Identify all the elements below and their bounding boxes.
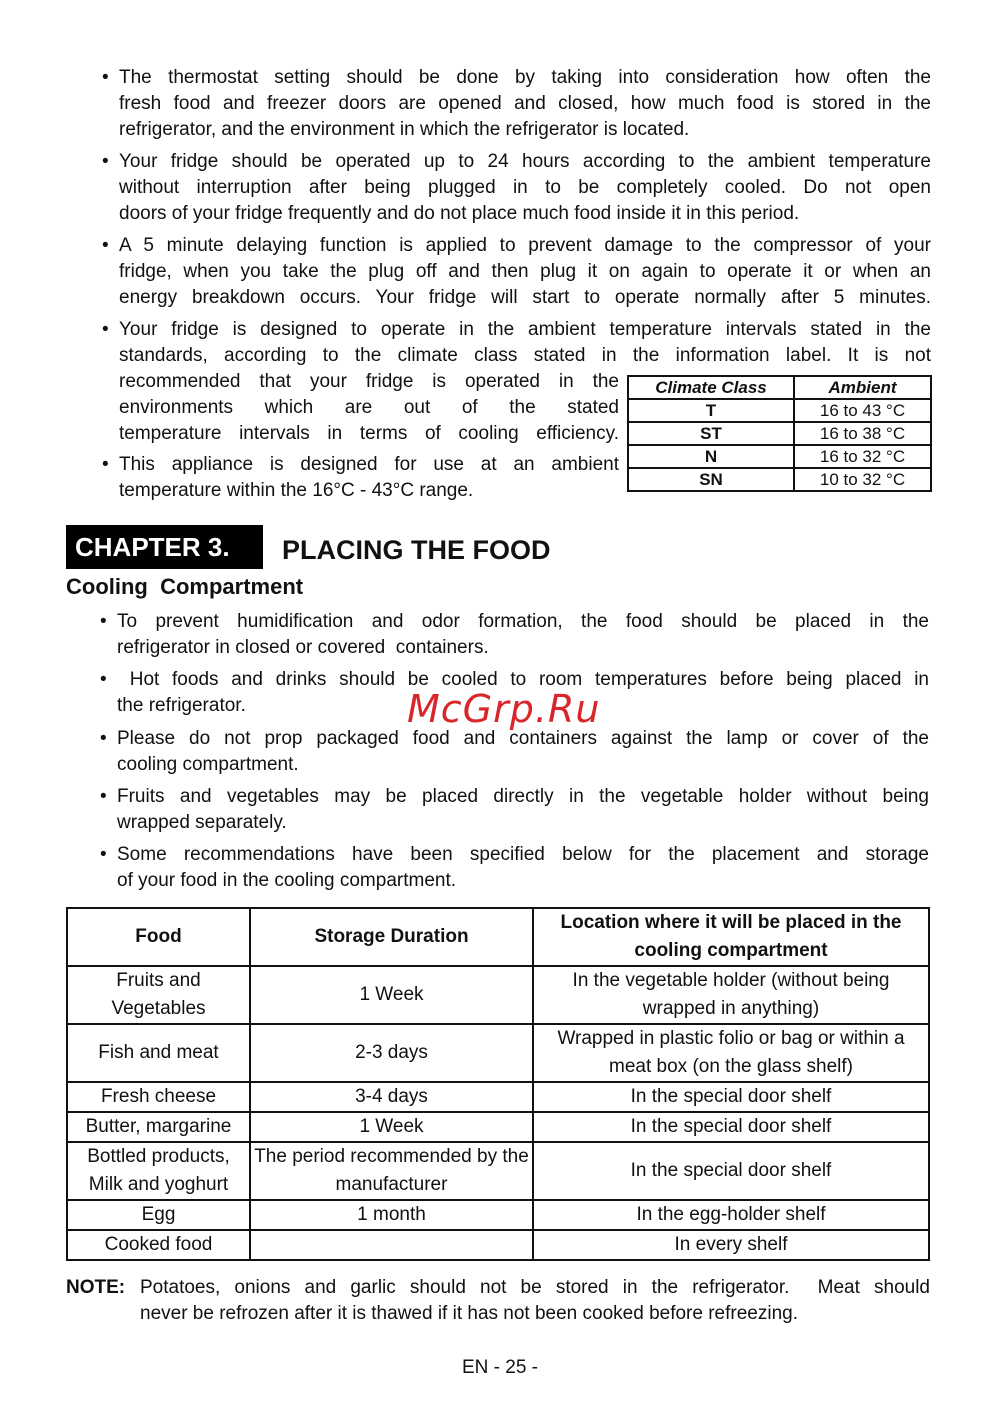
- text-line: environments which are out of the stated: [119, 397, 619, 418]
- bullet-dot: •: [100, 669, 107, 690]
- bullet-lamp-cover: [100, 726, 929, 778]
- bullet-dot: •: [102, 235, 109, 256]
- header-food: Food: [67, 908, 250, 966]
- duration-cell: 1 Week: [250, 966, 533, 1024]
- ambient-cell: 16 to 43 °C: [794, 399, 931, 422]
- duration-cell: The period recommended by the manufacturer: [250, 1142, 533, 1200]
- text-line: standards, according to the climate class stated in the information label. It is not: [119, 345, 931, 366]
- text-line: Your fridge is designed to operate in the ambient temperature intervals stated in the: [119, 319, 931, 340]
- food-cell: Cooked food: [67, 1230, 250, 1260]
- food-cell: Bottled products, Milk and yoghurt: [67, 1142, 250, 1200]
- climate-class-cell: SN: [628, 468, 794, 491]
- note-text: [140, 1275, 930, 1327]
- location-cell: In the special door shelf: [533, 1142, 929, 1200]
- bullet-dot: •: [100, 728, 107, 749]
- food-table-row: [67, 1142, 929, 1200]
- text-line: This appliance is designed for use at an ambient: [119, 454, 619, 475]
- food-cell: Fruits and Vegetables: [67, 966, 250, 1024]
- bullet-dot: •: [102, 151, 109, 172]
- watermark-logo: McGrp.Ru: [407, 687, 601, 731]
- text-line: the refrigerator.: [117, 695, 246, 716]
- food-table-row: [67, 966, 929, 1024]
- text-line: never be refrozen after it is thawed if it has not been cooked before refreezing.: [140, 1303, 798, 1324]
- duration-cell: 3-4 days: [250, 1082, 533, 1112]
- climate-table-row: [628, 422, 931, 445]
- header-ambient: Ambient: [794, 376, 931, 399]
- text-line: doors of your fridge frequently and do not place much food inside it in this period.: [119, 203, 800, 224]
- bullet-initial-operation: [102, 149, 931, 227]
- chapter-title: PLACING THE FOOD: [282, 535, 551, 565]
- food-cell: Fresh cheese: [67, 1082, 250, 1112]
- location-cell: In every shelf: [533, 1230, 929, 1260]
- bullet-fruits-vegetables: [100, 784, 929, 836]
- text-line: refrigerator in closed or covered containers.: [117, 637, 489, 658]
- climate-table-row: [628, 468, 931, 491]
- text-line: Some recommendations have been specified below for the placement and storage: [117, 844, 929, 865]
- text-line: To prevent humidification and odor formation, the food should be placed in the: [117, 611, 929, 632]
- location-cell: Wrapped in plastic folio or bag or within a meat box (on the glass shelf): [533, 1024, 929, 1082]
- food-table-row: [67, 1112, 929, 1142]
- food-cell: Fish and meat: [67, 1024, 250, 1082]
- text-line: Your fridge should be operated up to 24 hours according to the ambient temperature: [119, 151, 931, 172]
- food-cell: Butter, margarine: [67, 1112, 250, 1142]
- location-cell: In the egg-holder shelf: [533, 1200, 929, 1230]
- text-line: of your food in the cooling compartment.: [117, 870, 457, 891]
- page-number: EN - 25 -: [461, 1357, 539, 1378]
- ambient-cell: 16 to 38 °C: [794, 422, 931, 445]
- ambient-cell: 16 to 32 °C: [794, 445, 931, 468]
- duration-cell: 2-3 days: [250, 1024, 533, 1082]
- bullet-dot: •: [102, 67, 109, 88]
- location-cell: In the special door shelf: [533, 1082, 929, 1112]
- bullet-ambient-range: [102, 452, 619, 504]
- text-line: recommended that your fridge is operated in the: [119, 371, 619, 392]
- bullet-dot: •: [102, 454, 109, 475]
- bullet-delay-function: [102, 233, 931, 311]
- location-cell: In the special door shelf: [533, 1112, 929, 1142]
- climate-class-cell: N: [628, 445, 794, 468]
- text-line: cooling compartment.: [117, 754, 299, 775]
- climate-class-cell: T: [628, 399, 794, 422]
- bullet-dot: •: [102, 319, 109, 340]
- climate-table-header: [628, 376, 931, 399]
- food-cell: Egg: [67, 1200, 250, 1230]
- text-line: energy breakdown occurs. Your fridge will start to operate normally after 5 minutes.: [119, 287, 931, 308]
- section-heading: Cooling Compartment: [66, 574, 304, 599]
- bullet-dot: •: [100, 611, 107, 632]
- ambient-cell: 10 to 32 °C: [794, 468, 931, 491]
- climate-class-table: [627, 375, 932, 492]
- food-storage-table: [66, 907, 930, 1261]
- text-line: Fruits and vegetables may be placed directly in the vegetable holder without being: [117, 786, 929, 807]
- text-line: without interruption after being plugged in to be completely cooled. Do not open: [119, 177, 931, 198]
- duration-cell: 1 Week: [250, 1112, 533, 1142]
- climate-table-row: [628, 399, 931, 422]
- header-location: Location where it will be placed in the cooling compartment: [533, 908, 929, 966]
- food-table-row: [67, 1200, 929, 1230]
- text-line: fridge, when you take the plug off and then plug it on again to operate it or when an: [119, 261, 931, 282]
- text-line: temperature intervals in terms of cooling efficiency.: [119, 423, 619, 444]
- text-line: The thermostat setting should be done by taking into consideration how often the: [119, 67, 931, 88]
- bullet-recommendations: [100, 842, 929, 894]
- header-storage-duration: Storage Duration: [250, 908, 533, 966]
- location-cell: In the vegetable holder (without being wrapped in anything): [533, 966, 929, 1024]
- duration-cell: 1 month: [250, 1200, 533, 1230]
- climate-class-cell: ST: [628, 422, 794, 445]
- bullet-dot: •: [100, 844, 107, 865]
- duration-cell: [250, 1230, 533, 1260]
- text-line: fresh food and freezer doors are opened and closed, how much food is stored in the: [119, 93, 931, 114]
- text-line: A 5 minute delaying function is applied to prevent damage to the compressor of your: [119, 235, 931, 256]
- food-table-header: [67, 908, 929, 966]
- chapter-label: CHAPTER 3.: [66, 525, 263, 569]
- note-label: NOTE:: [66, 1277, 126, 1298]
- text-line: refrigerator, and the environment in which the refrigerator is located.: [119, 119, 690, 140]
- text-line: wrapped separately.: [117, 812, 287, 833]
- text-line: Potatoes, onions and garlic should not be stored in the refrigerator. Meat should: [140, 1277, 930, 1298]
- text-line: temperature within the 16°C - 43°C range.: [119, 480, 474, 501]
- climate-table-row: [628, 445, 931, 468]
- food-table-row: [67, 1024, 929, 1082]
- header-climate-class: Climate Class: [628, 376, 794, 399]
- bullet-dot: •: [100, 786, 107, 807]
- bullet-thermostat: [102, 65, 931, 143]
- food-table-row: [67, 1082, 929, 1112]
- text-line: Hot foods and drinks should be cooled to room temperatures before being placed in: [117, 669, 929, 690]
- text-line: Please do not prop packaged food and containers against the lamp or cover of the: [117, 728, 929, 749]
- food-table-row: [67, 1230, 929, 1260]
- bullet-covered-containers: [100, 609, 929, 661]
